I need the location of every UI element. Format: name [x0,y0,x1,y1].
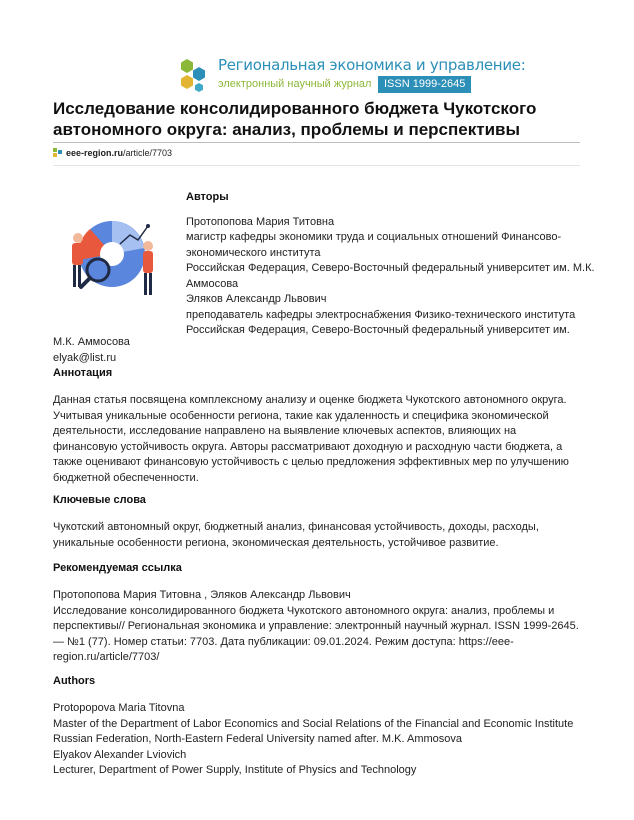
author-2-affiliation-end: М.К. Аммосова [53,336,130,348]
url-divider [53,165,580,166]
author-en-2-name: Elyakov Alexander Lviovich [53,748,187,761]
authors-heading: Авторы [186,191,229,203]
journal-title: Региональная экономика и управление: [218,56,526,74]
abstract-heading: Аннотация [53,367,113,379]
authors-ru [186,190,606,339]
author-en-1-position: Master of the Department of Labor Economics and Social Relations of the Financial and Economic Institute [53,717,574,730]
analytics-illustration [60,210,162,310]
reference-authors: Протопопова Мария Титовна , Эляков Александр Львович [53,589,351,601]
issn-badge: ISSN 1999-2645 [378,76,471,93]
article-url[interactable] [53,148,172,158]
authors-en-heading: Authors [53,675,96,687]
title-divider [53,142,580,143]
journal-logo-icon [176,58,212,94]
journal-subtitle: электронный научный журнал [218,78,372,90]
journal-subtitle-row [218,76,468,93]
author-2-affiliation: Российская Федерация, Северо-Восточный федеральный университет им. [186,324,570,336]
author-2-continuation [53,335,253,382]
author-en-2-position: Lecturer, Department of Power Supply, Institute of Physics and Technology [53,764,417,776]
author-en-1-name: Protopopova Maria Titovna [53,702,185,714]
abstract-text: Данная статья посвящена комплексному анализу и оценке бюджета Чукотского автономного округа. Учитывая уникальные особенности региона, такие как удаленность и специфика экономической деятельности, исследование направлено на выявление ключевых аспектов, влияющих на финансовую устойчивость округа. Авторы рассматривают доходную и расходную части бюджета, а также оценивают финансовую устойчивость с целью предложения эффективных мер по улучшению бюджетной обеспеченности. [53,394,569,484]
site-logo-icon [53,148,63,157]
author-1-position: магистр кафедры экономики труда и социальных отношений Финансово-экономического института [186,231,562,259]
article-title: Исследование консолидированного бюджета Чукотского автономного округа: анализ, проблемы и перспективы [53,99,537,139]
keywords-heading: Ключевые слова [53,494,146,506]
journal-header [176,56,526,96]
reference-text [53,588,583,666]
url-host[interactable]: eee-region.ru [66,148,124,158]
reference-citation: Исследование консолидированного бюджета Чукотского автономного округа: анализ, проблемы и перспективы// Региональная экономика и управление: электронный научный журнал. ISSN 1999-2645. — №1 (77). Номер статьи: 7703. Дата публикации: 09.01.2024. Режим доступа: https://eee-region.ru/article/7703/ [53,604,579,663]
author-email[interactable]: elyak@list.ru [53,351,117,364]
author-2-position: преподаватель кафедры электроснабжения Физико-технического института [186,308,576,321]
author-1-name: Протопопова Мария Титовна [186,215,335,228]
author-en-1-affiliation: Russian Federation, North-Eastern Federal University named after. M.K. Ammosova [53,733,463,745]
author-2-name: Эляков Александр Львович [186,293,327,305]
authors-en [53,701,583,779]
url-path[interactable]: /article/7703 [123,148,173,158]
author-1-affiliation: Российская Федерация, Северо-Восточный федеральный университет им. М.К. Аммосова [186,262,595,290]
reference-heading: Рекомендуемая ссылка [53,562,182,574]
keywords-text: Чукотский автономный округ, бюджетный анализ, финансовая устойчивость, доходы, расходы, уникальные особенности региона, экономическая деятельность, устойчивое развитие. [53,521,539,549]
